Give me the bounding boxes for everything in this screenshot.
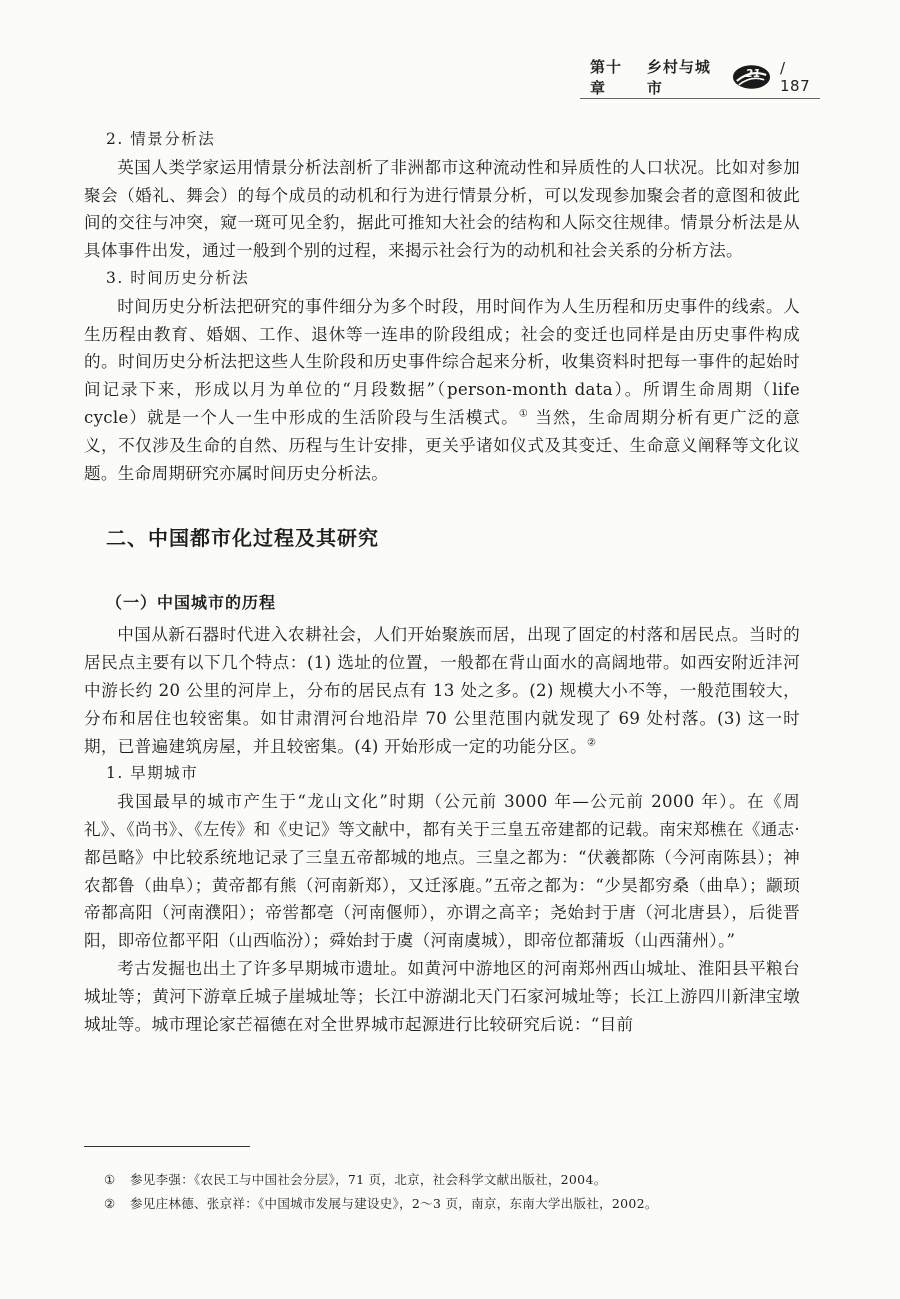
header-rule xyxy=(580,98,820,99)
paragraph-text: 中国从新石器时代进入农耕社会，人们开始聚族而居，出现了固定的村落和居民点。当时的居民点主要有以下几个特点：(1) 选址的位置，一般都在背山面水的高阔地带。如西安附近沣河中游长约 20 公里的河岸上，分布的居民点有 13 处之多。(2) 规模大小不等，一般范围较大，分布和居住也较密集。如甘肃渭河台地沿岸 70 公里范围内就发现了 69 处村落。(3) 这一时期，已普遍建筑房屋，并且较密集。(4) 开始形成一定的功能分区。 xyxy=(84,625,800,756)
subsection-heading: （一）中国城市的历程 xyxy=(106,593,277,613)
footnote-number: ② xyxy=(104,1196,116,1211)
footnote-marker[interactable]: ① xyxy=(518,408,529,420)
footnote xyxy=(104,1168,804,1192)
footnote-rule xyxy=(84,1146,250,1147)
footnote-marker[interactable]: ② xyxy=(587,737,597,749)
paragraph: 考古发掘也出土了许多早期城市遗址。如黄河中游地区的河南郑州西山城址、淮阳县平粮台城址等；黄河下游章丘城子崖城址等；长江中游湖北天门石家河城址等；长江上游四川新津宝墩城址等。城市理论家芒福德在对全世界城市起源进行比较研究后说：“目前 xyxy=(84,958,800,1034)
page-number: / 187 xyxy=(780,59,811,95)
footnotes xyxy=(104,1168,804,1216)
paragraph: 英国人类学家运用情景分析法剖析了非洲都市这种流动性和异质性的人口状况。比如对参加聚会（婚礼、舞会）的每个成员的动机和行为进行情景分析，可以发现参加聚会者的意图和彼此间的交往与冲突，窥一斑可见全豹，据此可推知大社会的结构和人际交往规律。情景分析法是从具体事件出发，通过一般到个别的过程，来揭示社会行为的动机和社会关系的分析方法。 xyxy=(84,157,800,261)
subsection-heading-early-cities: 1. 早期城市 xyxy=(106,764,199,783)
footnote-text: 参见李强：《农民工与中国社会分层》，71 页，北京，社会科学文献出版社，2004。 xyxy=(130,1172,607,1187)
footnote xyxy=(104,1192,804,1216)
chapter-number: 第十章 xyxy=(590,58,623,97)
paragraph: 我国最早的城市产生于“龙山文化”时期（公元前 3000 年—公元前 2000 年）。在《周礼》、《尚书》、《左传》和《史记》等文献中，都有关于三皇五帝建都的记载。南宋郑樵在《通志·都邑略》中比较系统地记录了三皇五帝都城的地点。三皇之都为：“伏羲都陈（今河南陈县）；神农都鲁（曲阜）；黄帝都有熊（河南新郑），又迁涿鹿。”五帝之都为：“少昊都穷桑（曲阜）；颛顼帝都高阳（河南濮阳）；帝喾都亳（河南偃师），亦谓之高辛；尧始封于唐（河北唐县），后徙晋阳，即帝位都平阳（山西临汾）；舜始封于虞（河南虞城），即帝位都蒲坂（山西蒲州）。” xyxy=(84,792,800,951)
section-heading: 二、中国都市化过程及其研究 xyxy=(106,526,379,551)
series-logo-icon xyxy=(731,63,772,91)
subsection-heading-time-history-analysis: 3. 时间历史分析法 xyxy=(106,268,250,287)
svg-text:21: 21 xyxy=(745,67,761,80)
running-header xyxy=(590,58,820,97)
paragraph xyxy=(84,293,800,488)
page-body xyxy=(84,126,800,1038)
paragraph-text: 当然，生命周期分析有更广泛的意义，不仅涉及生命的自然、历程与生计安排，更关乎诸如仪式及其变迁、生命意义阐释等文化议题。生命周期研究亦属时间历史分析法。 xyxy=(84,407,801,483)
chapter-title: 乡村与城市 xyxy=(646,58,711,97)
footnote-text: 参见庄林德、张京祥：《中国城市发展与建设史》，2～3 页，南京，东南大学出版社，2002。 xyxy=(130,1196,658,1211)
footnote-number: ① xyxy=(104,1172,116,1187)
paragraph xyxy=(84,621,800,760)
subsection-heading-situational-analysis: 2. 情景分析法 xyxy=(106,130,216,148)
paragraph-text: 时间历史分析法把研究的事件细分为多个时段，用时间作为人生历程和历史事件的线索。人生历程由教育、婚姻、工作、退休等一连串的阶段组成；社会的变迁也同样是由历史事件构成的。时间历史分析法把这些人生阶段和历史事件综合起来分析，收集资料时把每一事件的起始时间记录下来，形成以月为单位的“月段数据”（person-month data）。所谓生命周期（life cycle）就是一个人一生中形成的生活阶段与生活模式。 xyxy=(84,296,800,427)
